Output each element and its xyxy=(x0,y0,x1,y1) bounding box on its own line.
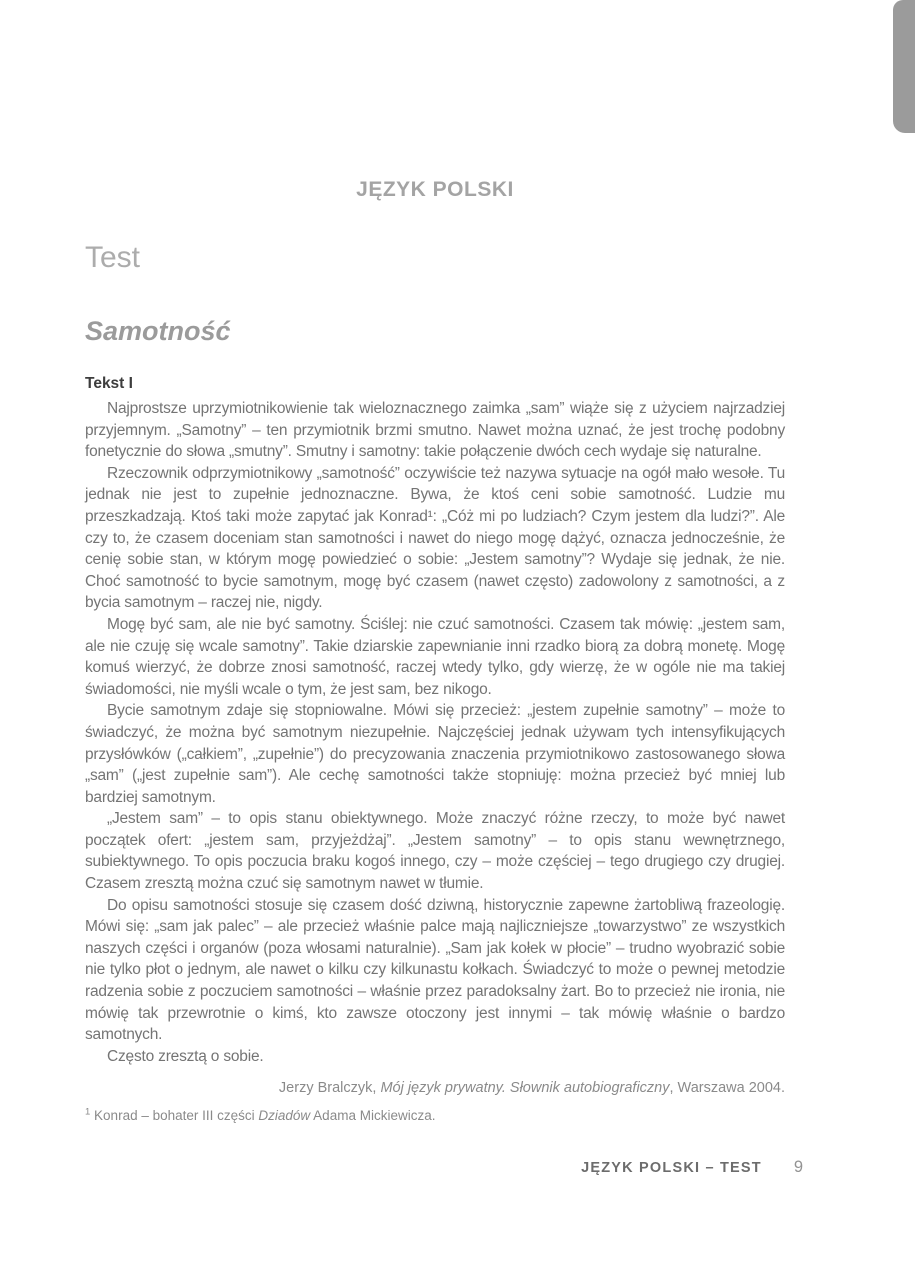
page-footer xyxy=(85,1158,803,1177)
footnote-marker: 1 xyxy=(85,1106,91,1118)
footnote-work-title: Dziadów xyxy=(258,1108,311,1124)
footnote-text-before: Konrad – bohater III części xyxy=(90,1108,259,1124)
subject-header: JĘZYK POLSKI xyxy=(356,178,514,201)
text-label: Tekst I xyxy=(85,375,133,392)
footnote xyxy=(85,1107,785,1125)
paragraph: Rzeczownik odprzymiotnikowy „samotność” oczywiście też nazywa sytuacje na ogół mało wesołe. Tu jednak nie jest to zupełnie jednoznaczne. Bywa, że ktoś ceni sobie samotność. Ludzie mu przeszkadzają. Ktoś taki może zapytać jak Konrad¹: „Cóż mi po ludziach? Czym jestem dla ludzi?”. Ale czy to, że czasem doceniam stan samotności i nawet do niego mogę dążyć, oznacza jednocześnie, że cenię sobie stan, w którym mogę powiedzieć o sobie: „Jestem samotny”? Wydaje się jednak, że nie. Choć samotność to bycie samotnym, mogę być czasem (nawet często) zadowolony z samotności, a z bycia samotnym – raczej nie, nigdy. xyxy=(85,464,785,612)
paragraph: Często zresztą o sobie. xyxy=(107,1047,264,1065)
footer-label: JĘZYK POLSKI – TEST xyxy=(581,1160,762,1176)
page-content xyxy=(85,0,785,1125)
footnote-text-after: Adama Mickiewicza. xyxy=(310,1108,436,1124)
paragraph: Bycie samotnym zdaje się stopniowalne. Mówi się przecież: „jestem zupełnie samotny” – może to świadczyć, że można być samotnym niezupełnie. Najczęściej jednak używam tych intensyfikujących przysłówków („całkiem”, „zupełnie”) do precyzowania znaczenia przymiotnikowo zastosowanego słowa „sam” („jest zupełnie sam”). Ale cechę samotności także stopniuję: można przecież być mniej lub bardziej samotnym. xyxy=(85,702,785,806)
paragraph: Najprostsze uprzymiotnikowienie tak wieloznacznego zaimka „sam” wiąże się z użyciem najrzadziej przyjemnym. „Samotny” – ten przymiotnik brzmi smutno. Nawet można uznać, że jest trochę podobny fonetycznie do słowa „smutny”. Smutny i samotny: takie połączenie dwóch cech wydaje się naturalne. xyxy=(85,400,785,461)
attribution-author: Jerzy Bralczyk, xyxy=(278,1080,381,1097)
corner-tab xyxy=(893,0,915,133)
attribution-work-title: Mój język prywatny. Słownik autobiograficzny xyxy=(380,1080,670,1097)
attribution xyxy=(85,1079,785,1098)
attribution-publication: , Warszawa 2004. xyxy=(669,1080,785,1097)
section-heading: Test xyxy=(85,241,141,274)
page-number: 9 xyxy=(793,1158,803,1176)
text-body xyxy=(85,398,785,1067)
paragraph: Do opisu samotności stosuje się czasem dość dziwną, historycznie zapewne żartobliwą frazeologię. Mówi się: „sam jak palec” – ale przecież właśnie palce mają najliczniejsze „towarzystwo” ze wszystkich naszych części i organów (poza włosami naturalnie). „Sam jak kołek w płocie” – trudno wyobrazić sobie nie tylko płot o jednym, ale nawet o kilku czy kilkunastu kołkach. Świadczyć to może o pewnej metodzie radzenia sobie z poczuciem samotności – właśnie przez paradoksalny żart. Bo to przecież nie ironia, nie mówię tak przewrotnie o kimś, kto zawsze otoczony jest innymi – tak mówię właśnie o bardzo samotnych. xyxy=(85,896,785,1044)
article-heading: Samotność xyxy=(85,316,231,346)
paragraph: „Jestem sam” – to opis stanu obiektywnego. Może znaczyć różne rzeczy, to może być nawet początek ofert: „jestem sam, przyjeżdżaj”. „Jestem samotny” – to opis stanu wewnętrznego, subiektywnego. To opis poczucia braku kogoś innego, czy – może częściej – tego drugiego czy drugiej. Czasem zresztą można czuć się samotnym nawet w tłumie. xyxy=(85,810,785,893)
paragraph: Mogę być sam, ale nie być samotny. Ściślej: nie czuć samotności. Czasem tak mówię: „jestem sam, ale nie czuję się wcale samotny”. Takie dziarskie zapewnianie inni rzadko biorą za dobrą monetę. Mogę komuś wierzyć, że dobrze znosi samotność, raczej wtedy tylko, gdy wierzę, że w ogóle nie ma takiej świadomości, nie myśli wcale o tym, że jest sam, bez nikogo. xyxy=(85,615,785,698)
